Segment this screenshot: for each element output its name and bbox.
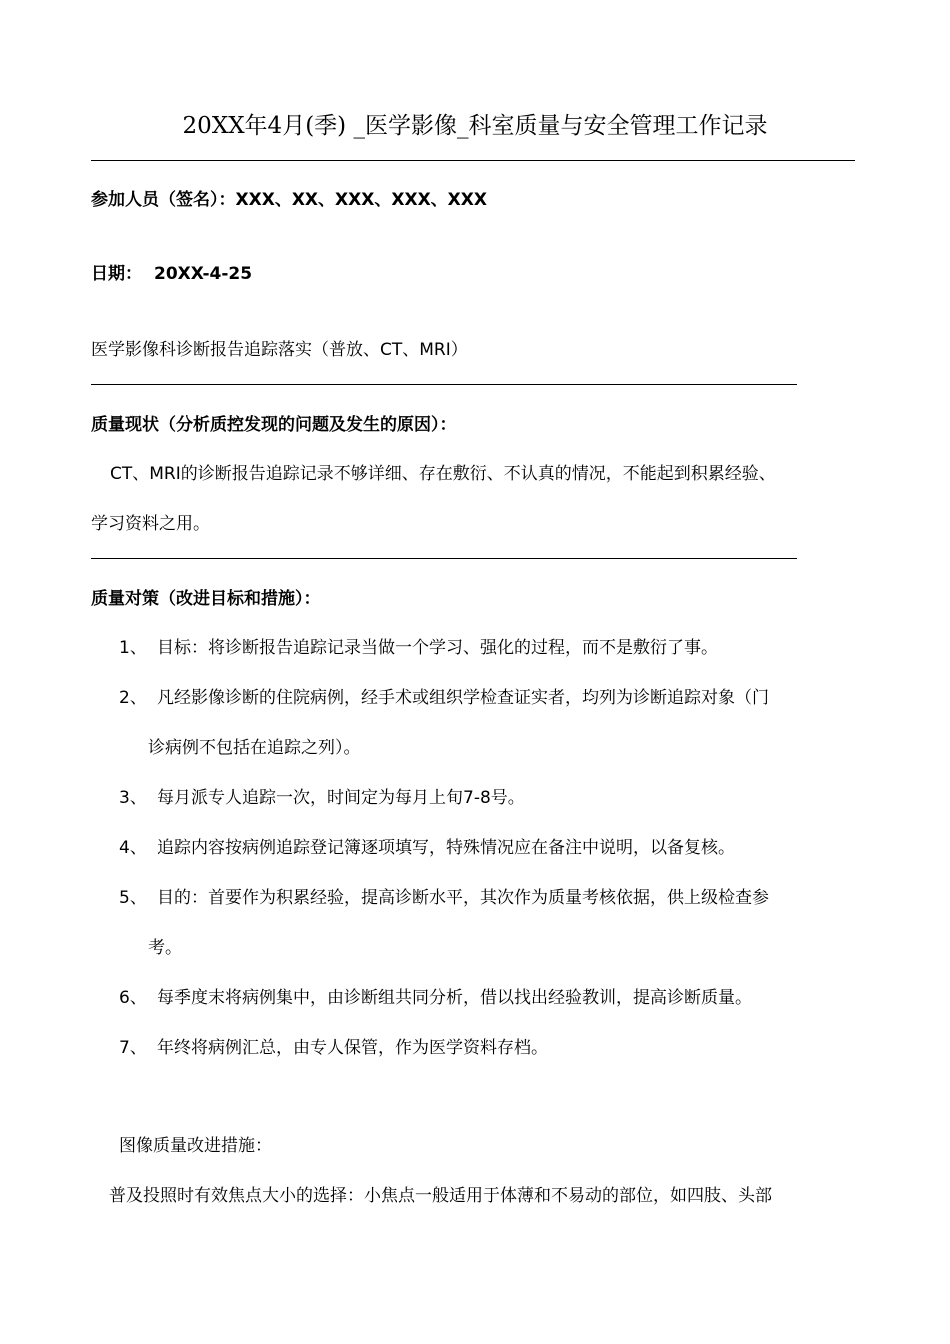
measure-number: 3、 bbox=[119, 788, 147, 808]
title-divider bbox=[91, 160, 855, 161]
measure-number: 1、 bbox=[119, 638, 147, 658]
measure-number: 4、 bbox=[119, 838, 147, 858]
status-text-line-1: CT、MRI的诊断报告追踪记录不够详细、存在敷衍、不认真的情况，不能起到积累经验、 bbox=[110, 464, 776, 484]
measure-item-7 bbox=[119, 1036, 548, 1060]
measure-item-4 bbox=[119, 836, 735, 860]
measure-item-2-continuation: 诊病例不包括在追踪之列）。 bbox=[148, 738, 361, 758]
participants-row bbox=[91, 188, 487, 212]
status-heading: 质量现状（分析质控发现的问题及发生的原因）： bbox=[91, 415, 457, 435]
measure-item-1 bbox=[119, 636, 718, 660]
topic-line: 医学影像科诊断报告追踪落实（普放、CT、MRI） bbox=[91, 340, 468, 360]
image-quality-line-1: 普及投照时有效焦点大小的选择：小焦点一般适用于体薄和不易动的部位，如四肢、头部 bbox=[109, 1186, 772, 1206]
measure-text: 每月派专人追踪一次，时间定为每月上旬7-8号。 bbox=[157, 788, 525, 808]
measure-text: 目标：将诊断报告追踪记录当做一个学习、强化的过程，而不是敷衍了事。 bbox=[157, 638, 718, 658]
measures-heading: 质量对策（改进目标和措施）： bbox=[91, 589, 321, 609]
status-divider bbox=[91, 558, 797, 559]
measure-text: 追踪内容按病例追踪登记簿逐项填写，特殊情况应在备注中说明，以备复核。 bbox=[157, 838, 735, 858]
image-quality-heading: 图像质量改进措施： bbox=[119, 1136, 272, 1156]
date-label: 日期： bbox=[91, 264, 142, 284]
measure-text: 每季度末将病例集中，由诊断组共同分析，借以找出经验教训，提高诊断质量。 bbox=[157, 988, 752, 1008]
measure-item-5 bbox=[119, 886, 769, 910]
measure-item-5-continuation: 考。 bbox=[148, 938, 182, 958]
measure-number: 5、 bbox=[119, 888, 147, 908]
measure-number: 7、 bbox=[119, 1038, 147, 1058]
measure-text: 目的：首要作为积累经验，提高诊断水平，其次作为质量考核依据，供上级检查参 bbox=[157, 888, 769, 908]
document-title: 20XX年4月(季) _医学影像_科室质量与安全管理工作记录 bbox=[182, 113, 768, 139]
date-row bbox=[91, 262, 252, 286]
participants-label: 参加人员（签名）： bbox=[91, 190, 236, 210]
status-text-line-2: 学习资料之用。 bbox=[91, 514, 210, 534]
measure-item-3 bbox=[119, 786, 525, 810]
measure-item-2 bbox=[119, 686, 769, 710]
measure-item-6 bbox=[119, 986, 752, 1010]
topic-divider bbox=[91, 384, 797, 385]
measure-number: 6、 bbox=[119, 988, 147, 1008]
measure-text: 年终将病例汇总，由专人保管，作为医学资料存档。 bbox=[157, 1038, 548, 1058]
measure-text: 凡经影像诊断的住院病例，经手术或组织学检查证实者，均列为诊断追踪对象（门 bbox=[157, 688, 769, 708]
date-value: 20XX-4-25 bbox=[154, 264, 253, 284]
participants-value: XXX、XX、XXX、XXX、XXX bbox=[235, 190, 487, 210]
measure-number: 2、 bbox=[119, 688, 147, 708]
